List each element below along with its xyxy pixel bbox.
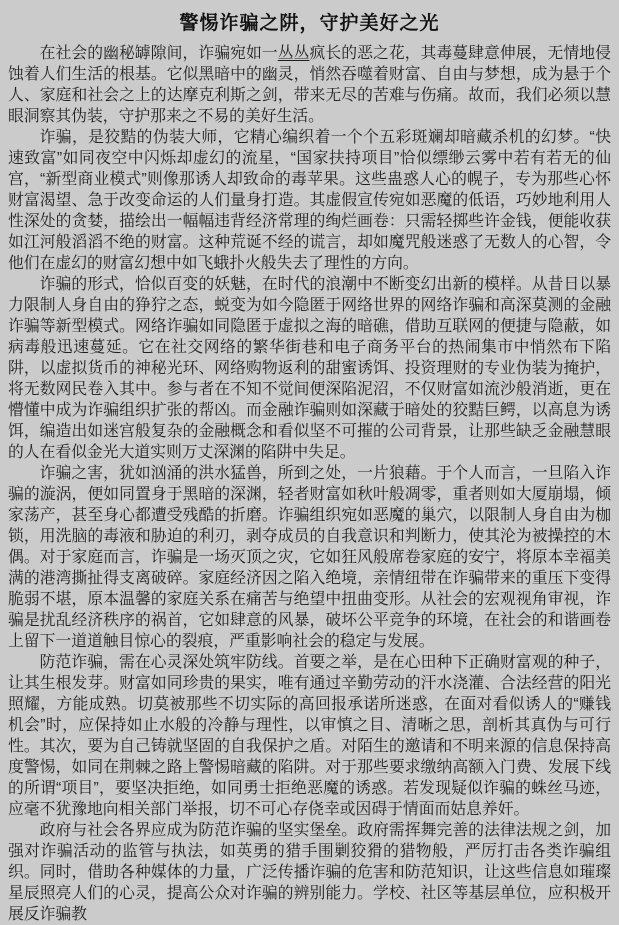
paragraph (8, 43, 611, 127)
paragraph-text: 在社会的幽秘罅隙间，诈骗宛如一 (39, 45, 278, 62)
paragraph (8, 463, 611, 652)
document-title: 警惕诈骗之阱，守护美好之光 (179, 13, 440, 34)
paragraph-text: 防范诈骗，需在心灵深处筑牢防线。首要之举，是在心田种下正确财富观的种子，让其生根发芽。财富如同珍贵的果实，唯有通过辛勤劳动的汗水浇灌、合法经营的阳光照耀，方能成熟。切莫被那些不切实际的高回报承诺所迷惑，在面对看似诱人的“赚钱机会”时，应保持如止水般的冷静与理性，以审慎之目、清晰之思，剖析其真伪与可行性。其次，要为自己铸就坚固的自我保护之盾。对陌生的邀请和不明来源的信息保持高度警惕，如同在荆棘之路上警惕暗藏的陷阱。对于那些要求缴纳高额入门费、发展下线的所谓“项目”，要坚决拒绝，如同勇士拒绝恶魔的诱惑。若发现疑似诈骗的蛛丝马迹，应毫不犹豫地向相关部门举报，切不可心存侥幸或因碍于情面而姑息养奸。 (8, 654, 611, 818)
paragraph (8, 274, 611, 463)
paragraph-text: 政府与社会各界应成为防范诈骗的坚实堡垒。政府需挥舞完善的法律法规之剑，加强对诈骗活动的监管与执法，如英勇的猎手围剿狡猾的猎物般，严厉打击各类诈骗组织。同时，借助各种媒体的力量，广泛传播诈骗的危害和防范知识，让这些信息如璀璨星辰照亮人们的心灵，提高公众对诈骗的辨别能力。学校、社区等基层单位，应积极开展反诈骗教 (8, 822, 611, 923)
paragraph-text: 诈骗的形式，恰似百变的妖魅，在时代的浪潮中不断变幻出新的模样。从昔日以暴力限制人身自由的狰狞之态，蜕变为如今隐匿于网络世界的网络诈骗和高深莫测的金融诈骗等新型模式。网络诈骗如同隐匿于虚拟之海的暗礁，借助互联网的便捷与隐蔽，如病毒般迅速蔓延。它在社交网络的繁华街巷和电子商务平台的热闹集市中悄然布下陷阱，以虚拟货币的神秘光环、网络购物返利的甜蜜诱饵、投资理财的专业伪装为掩护，将无数网民卷入其中。参与者在不知不觉间便深陷泥沼，不仅财富如流沙般消逝，更在懵懂中成为诈骗组织扩张的帮凶。而金融诈骗则如深藏于暗处的狡黠巨鳄，以高息为诱饵，编造出如迷宫般复杂的金融概念和看似坚不可摧的公司背景，让那些缺乏金融慧眼的人在看似金光大道实则万丈深渊的陷阱中失足。 (8, 276, 611, 461)
paragraph-text: 诈骗之害，犹如汹涌的洪水猛兽，所到之处，一片狼藉。于个人而言，一旦陷入诈骗的漩涡，便如同置身于黑暗的深渊，轻者财富如秋叶般凋零，重者则如大厦崩塌，倾家荡产，甚至身心都遭受残酷的折磨。诈骗组织宛如恶魔的巢穴，以限制人身自由为枷锁，用洗脑的毒液和胁迫的利刃，剥夺成员的自我意识和判断力，使其沦为被操控的木偶。对于家庭而言，诈骗是一场灭顶之灾，它如狂风般席卷家庭的安宁，将原本幸福美满的港湾撕扯得支离破碎。家庭经济因之陷入绝境，亲情纽带在诈骗带来的重压下变得脆弱不堪，原本温馨的家庭关系在痛苦与绝望中扭曲变形。从社会的宏观视角审视，诈骗是扰乱经济秩序的祸首，它如肆意的风暴，破坏公平竞争的环境，在社会的和谐画卷上留下一道道触目惊心的裂痕，严重影响社会的稳定与发展。 (8, 465, 611, 650)
paragraph (8, 820, 611, 925)
underlined-text: 丛丛 (277, 45, 310, 62)
paragraph (8, 652, 611, 820)
paragraph-text: 疯长的恶之花，其毒蔓肆意伸展，无情地侵蚀着人们生活的根基。它似黑暗中的幽灵，悄然吞噬着财富、自由与梦想，成为悬于个人、家庭和社会之上的达摩克利斯之剑，带来无尽的苦难与伤痛。故而，我们必须以慧眼洞察其伪装，守护那来之不易的美好生活。 (8, 45, 611, 125)
paragraph (8, 127, 611, 274)
document-body (8, 43, 611, 925)
paragraph-text: 诈骗，是狡黠的伪装大师，它精心编织着一个个五彩斑斓却暗藏杀机的幻梦。“快速致富”如同夜空中闪烁却虚幻的流星，“国家扶持项目”恰似缥缈云雾中若有若无的仙宫，“新型商业模式”则像那诱人却致命的毒苹果。这些蛊惑人心的幌子，专为那些心怀财富渴望、急于改变命运的人们量身打造。其虚假宣传宛如恶魔的低语，巧妙地利用人性深处的贪婪，描绘出一幅幅违背经济常理的绚烂画卷：只需轻掷些许金钱，便能收获如江河般滔滔不绝的财富。这种荒诞不经的谎言，却如魔咒般迷惑了无数人的心智，令他们在虚幻的财富幻想中如飞蛾扑火般失去了理性的方向。 (8, 129, 611, 272)
